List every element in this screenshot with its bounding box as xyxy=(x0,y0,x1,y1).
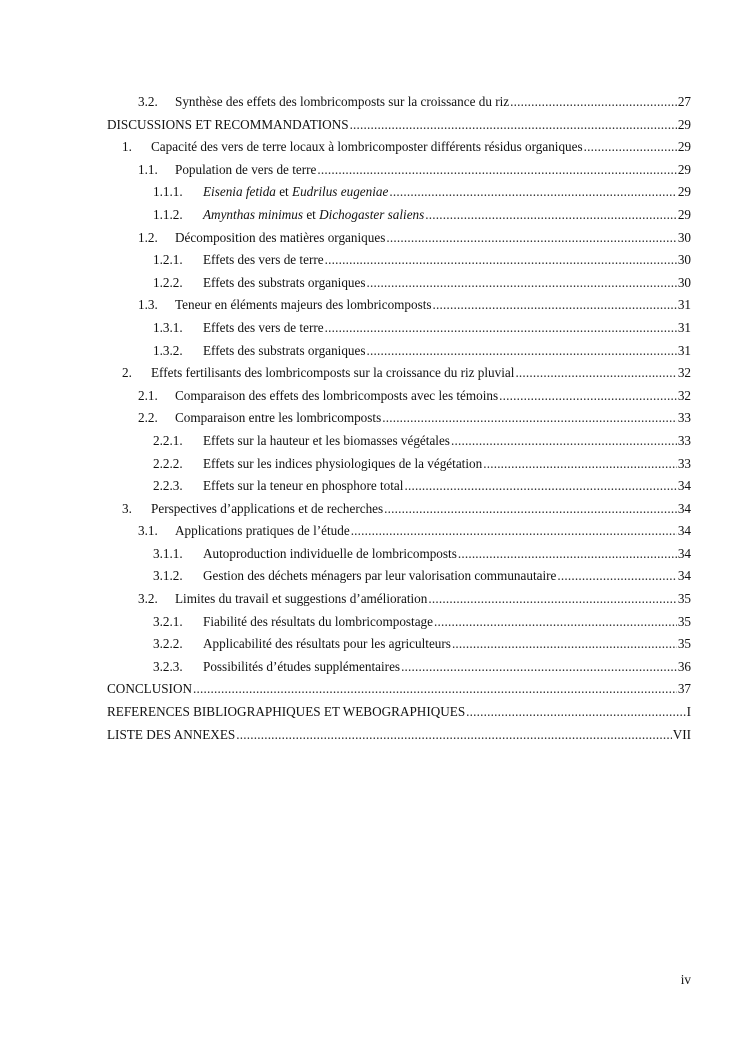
toc-leader-dots xyxy=(584,136,677,159)
toc-entry-title-part: Effets des substrats organiques xyxy=(203,342,366,358)
toc-entry-title xyxy=(107,114,349,137)
toc-leader-dots xyxy=(510,91,677,114)
toc-leader-dots xyxy=(389,181,676,204)
toc-entry-page: 31 xyxy=(677,319,691,335)
toc-entry-page: 35 xyxy=(677,613,691,629)
toc-entry-title xyxy=(203,656,400,679)
toc-entry[interactable] xyxy=(107,204,691,227)
toc-entry[interactable] xyxy=(107,407,691,430)
toc-leader-dots xyxy=(425,204,677,227)
toc-entry-page: 30 xyxy=(677,252,691,268)
toc-entry-title xyxy=(203,181,388,204)
toc-entry-number: 3. xyxy=(122,500,132,516)
toc-entry-title-part: et xyxy=(275,184,293,200)
toc-entry-title-part: Effets sur la hauteur et les biomasses végétales xyxy=(203,432,450,448)
toc-leader-dots xyxy=(428,588,676,611)
toc-entry[interactable] xyxy=(107,317,691,340)
toc-entry-number: 3.1.2. xyxy=(153,568,183,584)
toc-entry-number: 3.1.1. xyxy=(153,545,183,561)
toc-entry[interactable] xyxy=(107,520,691,543)
toc-entry-title xyxy=(175,407,381,430)
toc-leader-dots xyxy=(325,317,677,340)
toc-entry-title-part: LISTE DES ANNEXES xyxy=(107,726,236,742)
toc-entry-number: 1.3.2. xyxy=(153,342,183,358)
toc-entry-number: 2.2.1. xyxy=(153,432,183,448)
toc-entry-title-part: Possibilités d’études supplémentaires xyxy=(203,658,401,674)
toc-entry[interactable] xyxy=(107,701,691,724)
toc-entry-page: VII xyxy=(672,726,691,742)
toc-entry-number: 1.3. xyxy=(138,297,158,313)
toc-entry-title-part: Applicabilité des résultats pour les agriculteurs xyxy=(203,636,451,652)
toc-entry-title xyxy=(151,498,383,521)
toc-entry-number: 1.1. xyxy=(138,161,158,177)
toc-entry-title xyxy=(203,453,482,476)
toc-entry-title-part: Autoproduction individuelle de lombricomposts xyxy=(203,545,457,561)
toc-leader-dots xyxy=(466,701,685,724)
toc-entry-number: 1.2.2. xyxy=(153,274,183,290)
toc-entry-title-part: Perspectives d’applications et de recherches xyxy=(151,500,384,516)
toc-entry-title xyxy=(175,159,316,182)
toc-entry-title-part: Effets des vers de terre xyxy=(203,319,324,335)
toc-entry-title-part: Comparaison entre les lombricomposts xyxy=(175,410,382,426)
toc-entry[interactable] xyxy=(107,227,691,250)
toc-entry[interactable] xyxy=(107,633,691,656)
toc-leader-dots xyxy=(193,678,677,701)
toc-entry-page: 35 xyxy=(677,591,691,607)
toc-entry[interactable] xyxy=(107,656,691,679)
toc-entry-page: 29 xyxy=(677,184,691,200)
toc-entry-page: 34 xyxy=(677,523,691,539)
toc-leader-dots xyxy=(386,227,676,250)
toc-entry-page: 33 xyxy=(677,410,691,426)
toc-entry-title xyxy=(151,362,514,385)
toc-entry-page: 31 xyxy=(677,342,691,358)
toc-entry-title xyxy=(203,475,403,498)
toc-entry-title-part: Capacité des vers de terre locaux à lombricomposter différents résidus organiques xyxy=(151,139,583,155)
toc-leader-dots xyxy=(499,385,677,408)
toc-entry-page: 31 xyxy=(677,297,691,313)
toc-leader-dots xyxy=(317,159,676,182)
toc-entry[interactable] xyxy=(107,181,691,204)
toc-leader-dots xyxy=(515,362,676,385)
toc-entry-title-part: Gestion des déchets ménagers par leur valorisation communautaire xyxy=(203,568,557,584)
toc-entry-title-part: Effets des vers de terre xyxy=(203,252,324,268)
toc-entry-number: 2.2.2. xyxy=(153,455,183,471)
toc-entry[interactable] xyxy=(107,453,691,476)
toc-entry-title xyxy=(175,385,498,408)
toc-entry-page: 37 xyxy=(677,681,691,697)
toc-entry-title-part: Fiabilité des résultats du lombricompostage xyxy=(203,613,434,629)
toc-entry-number: 1.3.1. xyxy=(153,319,183,335)
toc-entry-title-italic-part: Eudrilus eugeniae xyxy=(292,184,389,200)
toc-entry-title xyxy=(203,633,451,656)
toc-entry-title-part: DISCUSSIONS ET RECOMMANDATIONS xyxy=(107,116,349,132)
toc-entry-title xyxy=(203,543,457,566)
toc-entry-page: 29 xyxy=(677,116,691,132)
toc-entry[interactable] xyxy=(107,272,691,295)
toc-entry-page: 34 xyxy=(677,545,691,561)
toc-entry[interactable] xyxy=(107,475,691,498)
toc-entry-title-part: Effets sur les indices physiologiques de la végétation xyxy=(203,455,483,471)
toc-entry[interactable] xyxy=(107,294,691,317)
toc-entry-title xyxy=(175,294,432,317)
toc-entry-title-italic-part: Amynthas minimus xyxy=(203,206,304,222)
toc-entry-page: 35 xyxy=(677,636,691,652)
toc-entry-title xyxy=(107,724,235,747)
toc-entry[interactable] xyxy=(107,136,691,159)
page-number: iv xyxy=(680,972,691,987)
toc-leader-dots xyxy=(557,565,676,588)
toc-leader-dots xyxy=(404,475,676,498)
toc-entry-title-part: Effets sur la teneur en phosphore total xyxy=(203,478,404,494)
toc-entry-number: 3.2. xyxy=(138,94,158,109)
toc-entry[interactable] xyxy=(107,611,691,634)
toc-entry-page: 30 xyxy=(677,229,691,245)
toc-entry-page: 27 xyxy=(677,94,691,109)
toc-entry[interactable] xyxy=(107,91,691,114)
toc-entry-title xyxy=(203,317,324,340)
toc-entry-number: 3.1. xyxy=(138,523,158,539)
toc-entry[interactable] xyxy=(107,498,691,521)
toc-entry[interactable] xyxy=(107,430,691,453)
toc-entry-number: 1.1.1. xyxy=(153,184,183,200)
toc-entry-title-part: Effets des substrats organiques xyxy=(203,274,366,290)
toc-entry[interactable] xyxy=(107,678,691,701)
toc-entry-page: 29 xyxy=(677,139,691,155)
toc-entry-page: 36 xyxy=(677,658,691,674)
toc-entry-number: 1.2. xyxy=(138,229,158,245)
toc-entry-title xyxy=(203,611,433,634)
toc-entry-title xyxy=(203,204,424,227)
toc-entry[interactable] xyxy=(107,543,691,566)
toc-entry[interactable] xyxy=(107,114,691,137)
toc-entry-page: 33 xyxy=(677,432,691,448)
toc-leader-dots xyxy=(401,656,677,679)
toc-entry[interactable] xyxy=(107,159,691,182)
toc-entry[interactable] xyxy=(107,362,691,385)
toc-entry-title-italic-part: Eisenia fetida xyxy=(203,184,276,200)
toc-entry-page: 34 xyxy=(677,500,691,516)
toc-leader-dots xyxy=(452,633,677,656)
toc-entry-number: 3.2.1. xyxy=(153,613,183,629)
toc-entry-number: 3.2.2. xyxy=(153,636,183,652)
toc-entry-page: I xyxy=(686,704,691,720)
toc-entry-title-part: REFERENCES BIBLIOGRAPHIQUES ET WEBOGRAPHIQUES xyxy=(107,704,466,720)
toc-entry-title xyxy=(107,678,192,701)
toc-entry-number: 2.1. xyxy=(138,387,158,403)
toc-leader-dots xyxy=(236,724,671,747)
toc-leader-dots xyxy=(458,543,677,566)
toc-entry-number: 2. xyxy=(122,365,132,381)
toc-leader-dots xyxy=(350,114,677,137)
toc-entry[interactable] xyxy=(107,724,691,747)
toc-entry-title-italic-part: Dichogaster saliens xyxy=(319,206,425,222)
toc-entry-title-part: Limites du travail et suggestions d’amélioration xyxy=(175,591,428,607)
toc-entry-title xyxy=(203,430,450,453)
toc-entry[interactable] xyxy=(107,340,691,363)
toc-entry-title-part: et xyxy=(303,206,320,222)
toc-entry-title xyxy=(175,520,350,543)
toc-leader-dots xyxy=(325,249,677,272)
toc-entry-page: 34 xyxy=(677,568,691,584)
toc-leader-dots xyxy=(367,272,677,295)
toc-entry-number: 2.2. xyxy=(138,410,158,426)
toc-entry-title xyxy=(203,272,366,295)
toc-leader-dots xyxy=(451,430,677,453)
toc-entry-title-part: Applications pratiques de l’étude xyxy=(175,523,350,539)
toc-leader-dots xyxy=(367,340,677,363)
toc-entry-title xyxy=(151,136,583,159)
toc-entry-number: 2.2.3. xyxy=(153,478,183,494)
toc-entry-title-part: Teneur en éléments majeurs des lombricomposts xyxy=(175,297,432,313)
toc-entry-number: 1.2.1. xyxy=(153,252,183,268)
toc-leader-dots xyxy=(483,453,677,476)
toc-entry-page: 32 xyxy=(677,387,691,403)
toc-entry-page: 29 xyxy=(677,161,691,177)
toc-leader-dots xyxy=(351,520,677,543)
toc-entry-title xyxy=(175,588,427,611)
toc-entry-page: 32 xyxy=(677,365,691,381)
toc-entry-title-part: Synthèse des effets des lombricomposts sur la croissance du riz xyxy=(175,94,510,109)
table-of-contents xyxy=(107,91,691,746)
toc-entry-page: 30 xyxy=(677,274,691,290)
toc-entry[interactable] xyxy=(107,249,691,272)
toc-entry-title-part: Comparaison des effets des lombricomposts avec les témoins xyxy=(175,387,499,403)
toc-entry-number: 3.2. xyxy=(138,591,158,607)
toc-leader-dots xyxy=(382,407,677,430)
toc-entry[interactable] xyxy=(107,565,691,588)
toc-entry-title xyxy=(203,340,366,363)
toc-leader-dots xyxy=(384,498,677,521)
toc-entry-title-part: Population de vers de terre xyxy=(175,161,317,177)
toc-entry-number: 1.1.2. xyxy=(153,206,183,222)
toc-entry-number: 3.2.3. xyxy=(153,658,183,674)
toc-entry-title-part: CONCLUSION xyxy=(107,681,192,697)
toc-entry-title xyxy=(203,249,324,272)
toc-entry-title xyxy=(107,701,465,724)
toc-entry-page: 33 xyxy=(677,455,691,471)
toc-entry[interactable] xyxy=(107,588,691,611)
toc-leader-dots xyxy=(433,294,677,317)
toc-leader-dots xyxy=(434,611,677,634)
toc-entry-title-part: Décomposition des matières organiques xyxy=(175,229,386,245)
toc-entry-page: 29 xyxy=(677,206,691,222)
toc-entry-title xyxy=(175,91,509,114)
toc-entry-title xyxy=(203,565,556,588)
toc-entry-number: 1. xyxy=(122,139,132,155)
toc-entry[interactable] xyxy=(107,385,691,408)
toc-entry-page: 34 xyxy=(677,478,691,494)
toc-entry-title-part: Effets fertilisants des lombricomposts sur la croissance du riz pluvial xyxy=(151,365,515,381)
toc-entry-title xyxy=(175,227,385,250)
